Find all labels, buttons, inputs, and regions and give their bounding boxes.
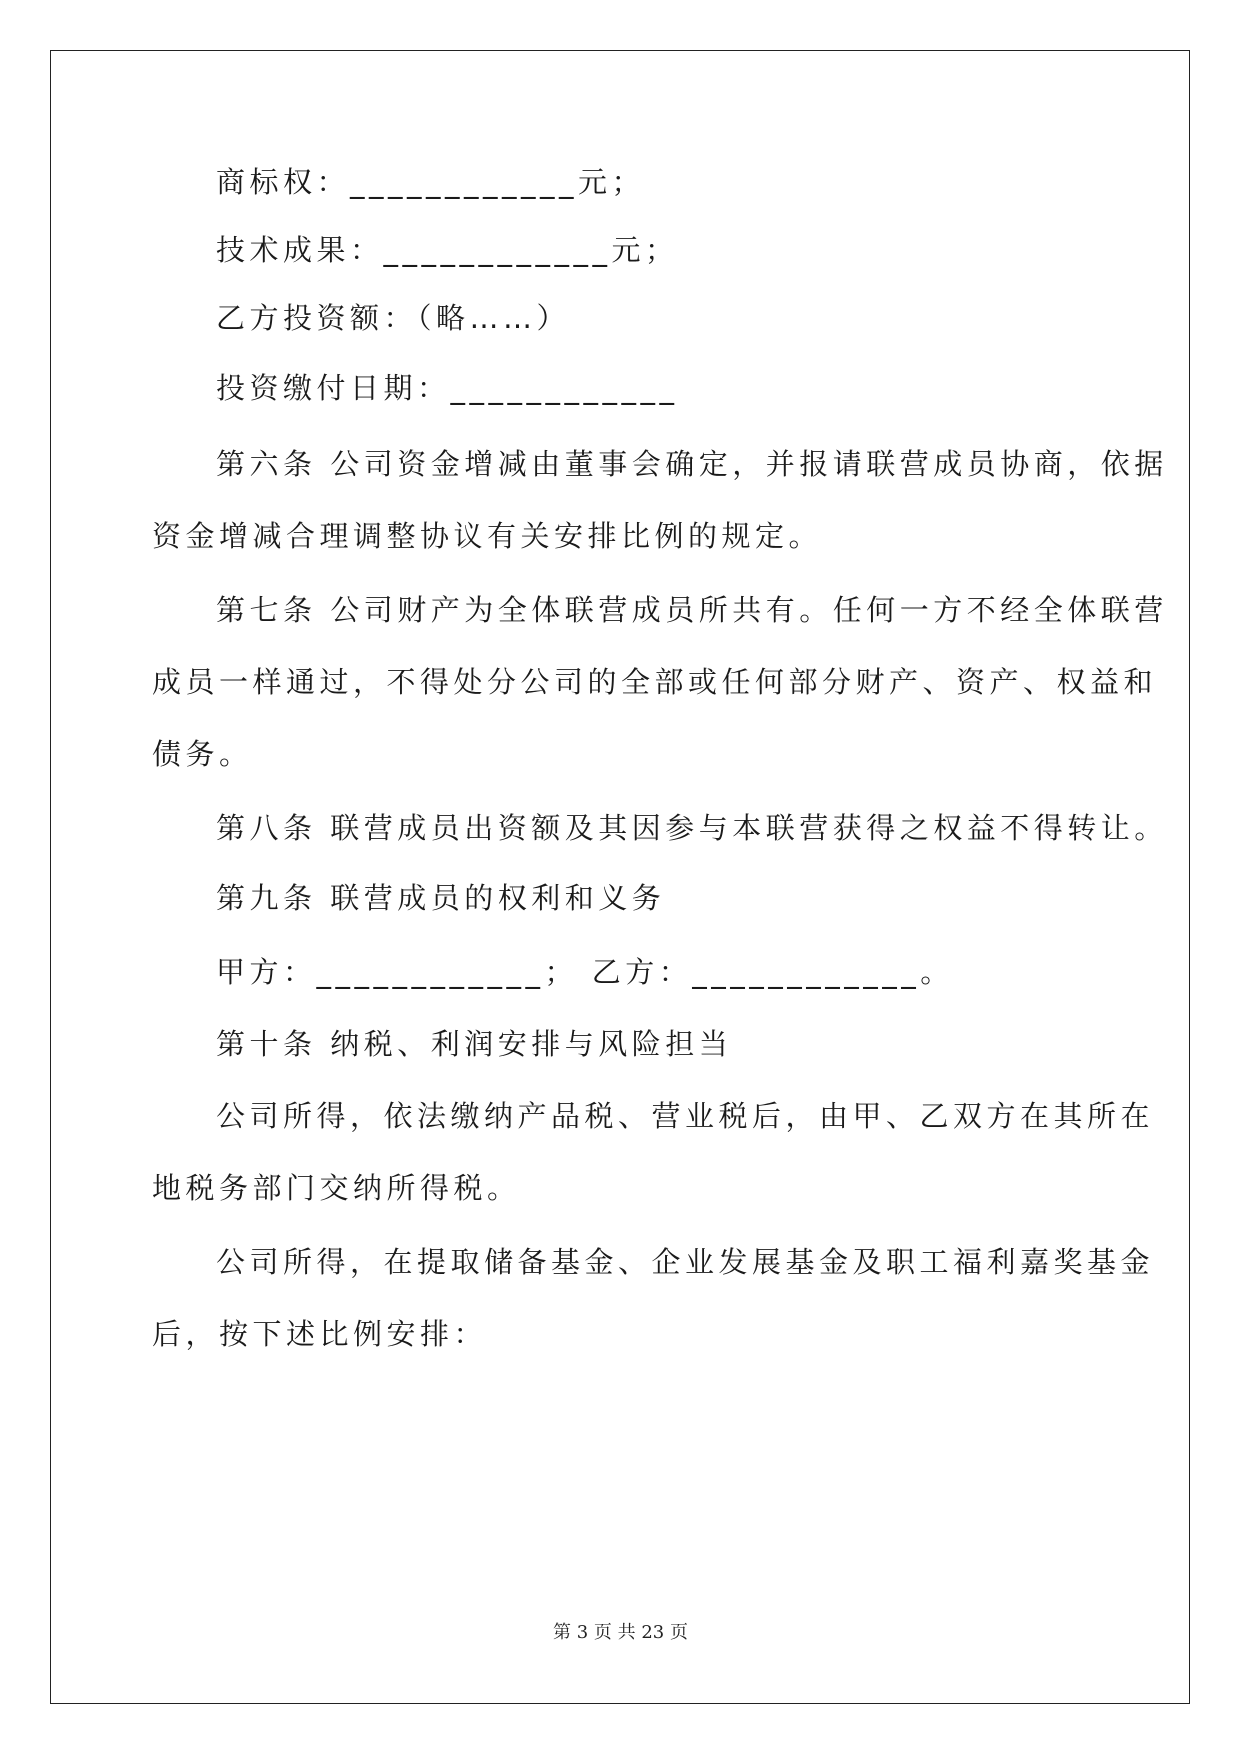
line-trademark: 商标权：____________元； bbox=[216, 165, 646, 199]
paragraph-profit-line-1: 公司所得，在提取储备基金、企业发展基金及职工福利嘉奖基金 bbox=[216, 1245, 1155, 1279]
line-party-b-investment: 乙方投资额：（略……） bbox=[216, 301, 571, 335]
article-10: 第十条 纳税、利润安排与风险担当 bbox=[216, 1027, 733, 1061]
article-7-line-2: 成员一样通过，不得处分公司的全部或任何部分财产、资产、权益和 bbox=[152, 665, 1158, 699]
paragraph-profit-line-2: 后，按下述比例安排： bbox=[152, 1317, 488, 1351]
line-payment-date: 投资缴付日期：____________ bbox=[216, 371, 679, 405]
line-party-a-b: 甲方：____________； 乙方：____________。 bbox=[216, 955, 954, 989]
article-6-line-1: 第六条 公司资金增减由董事会确定，并报请联营成员协商，依据 bbox=[216, 447, 1168, 481]
article-8: 第八条 联营成员出资额及其因参与本联营获得之权益不得转让。 bbox=[216, 811, 1168, 845]
page-number: 第 3 页 共 23 页 bbox=[553, 1622, 688, 1643]
line-tech-result: 技术成果：____________元； bbox=[216, 233, 679, 267]
paragraph-tax-line-2: 地税务部门交纳所得税。 bbox=[152, 1171, 521, 1205]
article-9: 第九条 联营成员的权利和义务 bbox=[216, 881, 666, 915]
paragraph-tax-line-1: 公司所得，依法缴纳产品税、营业税后，由甲、乙双方在其所在 bbox=[216, 1099, 1155, 1133]
article-7-line-3: 债务。 bbox=[152, 737, 253, 771]
article-6-line-2: 资金增减合理调整协议有关安排比例的规定。 bbox=[152, 519, 823, 553]
article-7-line-1: 第七条 公司财产为全体联营成员所共有。任何一方不经全体联营 bbox=[216, 593, 1168, 627]
